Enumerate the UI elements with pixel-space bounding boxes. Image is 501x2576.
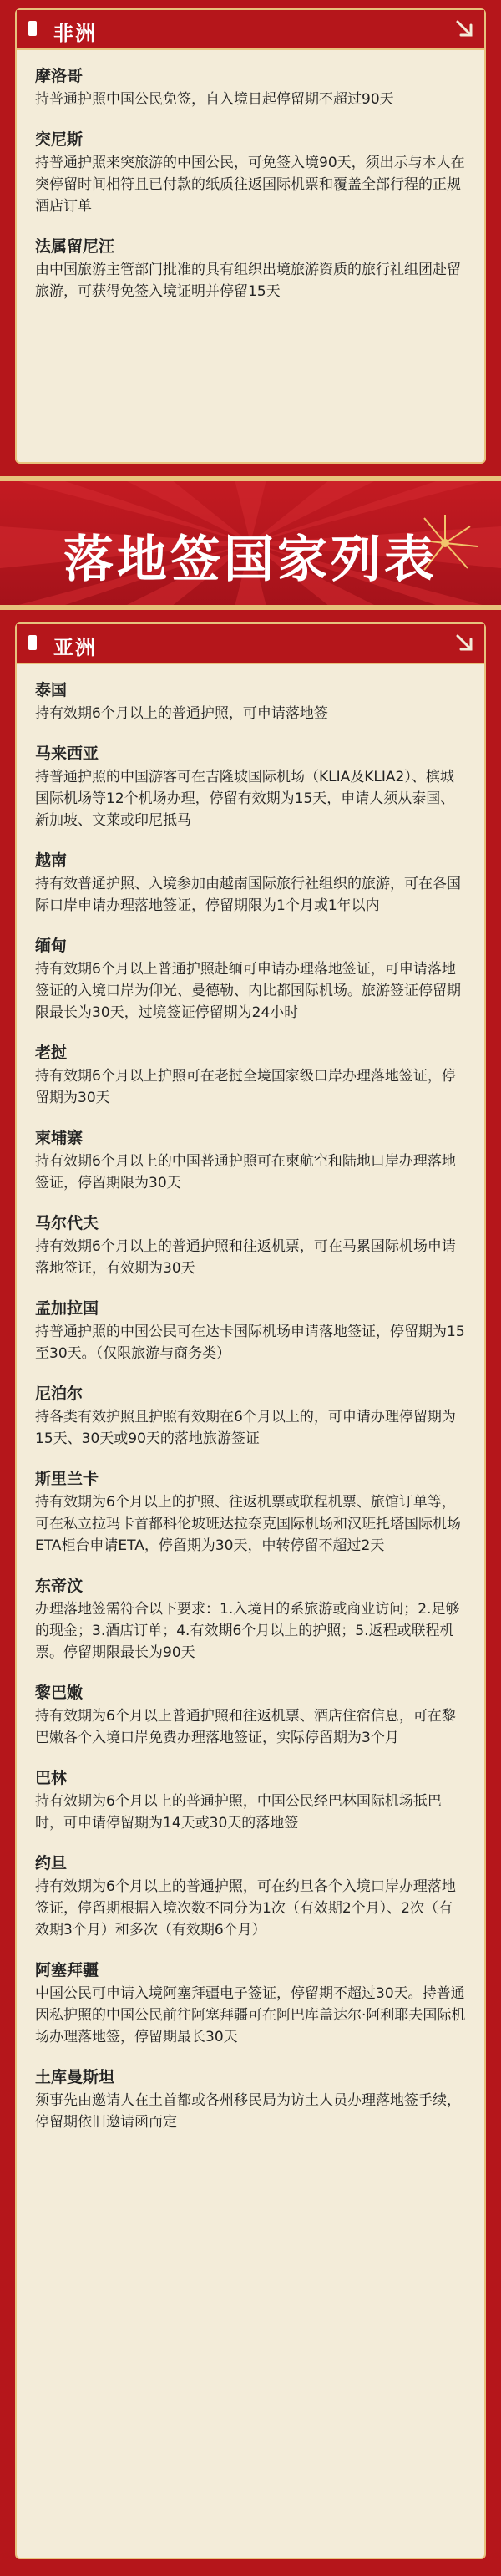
country-name: 突尼斯 (35, 130, 84, 149)
country-name: 斯里兰卡 (35, 1470, 99, 1488)
list-item (35, 1383, 466, 1450)
country-policy: 持有效期为6个月以上的护照、往返机票或联程机票、旅馆订单等，可在私立拉玛卡首都科伦坡班达拉奈克国际机场和汉班托塔国际机场ETA柜台申请ETA，停留期为30天，中转停留不超过2天 (35, 1494, 461, 1554)
list-item (35, 236, 466, 302)
banner-title: 落地签国家列表 (63, 531, 438, 589)
country-policy: 持有效期6个月以上普通护照赴缅可申请办理落地签证，可申请落地签证的入境口岸为仰光、曼德勒、内比都国际机场。旅游签证停留期限最长为30天，过境签证停留期为24小时 (35, 961, 461, 1021)
country-name: 缅甸 (35, 937, 68, 955)
list-item (35, 1682, 466, 1749)
title-marker-icon (28, 635, 37, 650)
country-name: 尼泊尔 (35, 1385, 84, 1403)
country-policy: 持有效期为6个月以上的普通护照，中国公民经巴林国际机场抵巴时，可申请停留期为14天或30天的落地签 (35, 1793, 442, 1832)
country-name: 阿塞拜疆 (35, 1961, 99, 1979)
arrow-corner-icon (454, 18, 474, 38)
list-item (35, 1575, 466, 1664)
list-item (35, 1042, 466, 1109)
country-name: 孟加拉国 (35, 1299, 99, 1318)
country-name: 马来西亚 (35, 744, 99, 763)
country-policy: 持有效期6个月以上护照可在老挝全境国家级口岸办理落地签证，停留期为30天 (35, 1068, 456, 1106)
africa-card (15, 8, 486, 464)
list-item (35, 850, 466, 917)
country-policy: 持普通护照来突旅游的中国公民，可免签入境90天，须出示与本人在突停留时间相符且已付款的纸质往返国际机票和覆盖全部行程的正规酒店订单 (35, 155, 465, 215)
country-name: 土库曼斯坦 (35, 2068, 115, 2086)
asia-card-header (17, 624, 484, 664)
country-policy: 持有效期6个月以上的普通护照和往返机票，可在马累国际机场申请落地签证，有效期为30天 (35, 1238, 456, 1277)
list-item (35, 1468, 466, 1557)
arrow-corner-icon (454, 633, 474, 653)
list-item (35, 1212, 466, 1279)
title-marker-icon (28, 21, 37, 36)
africa-entries (17, 50, 484, 314)
country-name: 老挝 (35, 1044, 68, 1062)
list-item (35, 935, 466, 1024)
country-name: 越南 (35, 851, 68, 870)
list-item (35, 1959, 466, 2048)
africa-card-header (17, 10, 484, 50)
list-item (35, 65, 466, 110)
country-name: 马尔代夫 (35, 1214, 99, 1232)
country-policy: 中国公民可申请入境阿塞拜疆电子签证，停留期不超过30天。持普通因私护照的中国公民前往阿塞拜疆可在阿巴库盖达尔·阿利耶夫国际机场办理落地签，停留期最长30天 (35, 1985, 466, 2045)
country-name: 约旦 (35, 1854, 68, 1872)
country-name: 摩洛哥 (35, 67, 84, 85)
country-policy: 由中国旅游主管部门批准的具有组织出境旅游资质的旅行社组团赴留旅游，可获得免签入境证明并停留15天 (35, 262, 461, 300)
country-policy: 须事先由邀请人在土首都或各州移民局为访土人员办理落地签手续，停留期依旧邀请函而定 (35, 2092, 461, 2131)
country-name: 泰国 (35, 681, 68, 699)
country-policy: 持普通护照的中国公民可在达卡国际机场申请落地签证，停留期为15至30天。（仅限旅游与商务类） (35, 1324, 465, 1362)
asia-card (15, 622, 486, 2559)
country-policy: 持普通护照中国公民免签，自入境日起停留期不超过90天 (35, 91, 394, 108)
country-policy: 持各类有效护照且护照有效期在6个月以上的，可申请办理停留期为15天、30天或90天的落地旅游签证 (35, 1409, 456, 1447)
list-item (35, 1852, 466, 1941)
country-policy: 持有效期为6个月以上的普通护照，可在约旦各个入境口岸办理落地签证，停留期根据入境次数不同分为1次（有效期2个月）、2次（有效期3个月）和多次（有效期6个月） (35, 1878, 456, 1938)
country-name: 柬埔寨 (35, 1129, 84, 1147)
section-banner (0, 476, 501, 610)
list-item (35, 2066, 466, 2133)
country-name: 东帝汶 (35, 1577, 84, 1595)
list-item (35, 679, 466, 724)
list-item (35, 129, 466, 217)
list-item (35, 1767, 466, 1834)
country-name: 巴林 (35, 1769, 68, 1787)
list-item (35, 743, 466, 831)
country-name: 黎巴嫩 (35, 1684, 84, 1702)
list-item (35, 1298, 466, 1364)
asia-title: 亚洲 (53, 636, 97, 659)
country-policy: 持有效期6个月以上的普通护照，可申请落地签 (35, 705, 328, 722)
africa-title: 非洲 (53, 22, 97, 45)
country-policy: 持普通护照的中国游客可在吉隆坡国际机场（KLIA及KLIA2）、槟城国际机场等12个机场办理，停留有效期为15天，申请人须从泰国、新加坡、文莱或印尼抵马 (35, 769, 455, 829)
country-policy: 办理落地签需符合以下要求：1.入境目的系旅游或商业访问；2.足够的现金；3.酒店订单；4.有效期6个月以上的护照；5.返程或联程机票。停留期限最长为90天 (35, 1601, 460, 1661)
country-policy: 持有效期6个月以上的中国普通护照可在柬航空和陆地口岸办理落地签证，停留期限为30天 (35, 1153, 456, 1191)
asia-entries (17, 664, 484, 2145)
country-name: 法属留尼汪 (35, 237, 115, 256)
country-policy: 持有效普通护照、入境参加由越南国际旅行社组织的旅游，可在各国际口岸申请办理落地签证，停留期限为1个月或1年以内 (35, 876, 461, 914)
country-policy: 持有效期为6个月以上普通护照和往返机票、酒店住宿信息，可在黎巴嫩各个入境口岸免费办理落地签证，实际停留期为3个月 (35, 1708, 456, 1746)
list-item (35, 1127, 466, 1194)
